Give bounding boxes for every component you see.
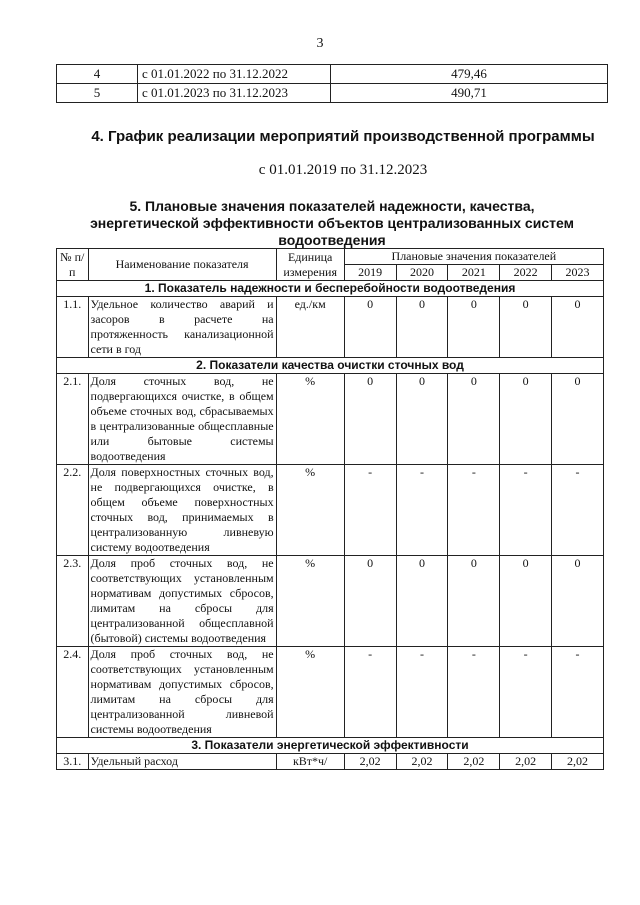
table-header-row xyxy=(57,249,604,265)
row-value: 0 xyxy=(396,556,448,647)
header-year: 2020 xyxy=(396,265,448,281)
row-value: 2,02 xyxy=(448,754,500,770)
tariff-value: 479,46 xyxy=(331,65,608,84)
tariff-period: с 01.01.2023 по 31.12.2023 xyxy=(138,84,331,103)
row-unit: % xyxy=(276,556,344,647)
row-value: 0 xyxy=(500,556,552,647)
indicators-table xyxy=(56,248,604,770)
row-value: 0 xyxy=(552,374,604,465)
tariff-period: с 01.01.2022 по 31.12.2022 xyxy=(138,65,331,84)
tariff-num: 5 xyxy=(57,84,138,103)
row-value: - xyxy=(448,465,500,556)
tariff-value: 490,71 xyxy=(331,84,608,103)
row-name: Удельный расход xyxy=(88,754,276,770)
row-unit: % xyxy=(276,647,344,738)
row-value: - xyxy=(344,647,396,738)
row-value: - xyxy=(500,647,552,738)
row-num: 3.1. xyxy=(57,754,89,770)
header-year: 2023 xyxy=(552,265,604,281)
header-year: 2022 xyxy=(500,265,552,281)
tariff-num: 4 xyxy=(57,65,138,84)
row-value: 2,02 xyxy=(552,754,604,770)
section5-title: 5. Плановые значения показателей надежности, качества, энергетической эффективности объектов централизованных систем водоотведения xyxy=(90,198,574,248)
header-plan: Плановые значения показателей xyxy=(344,249,603,265)
header-year: 2019 xyxy=(344,265,396,281)
row-value: 0 xyxy=(344,374,396,465)
header-num: № п/п xyxy=(57,249,89,281)
row-value: 0 xyxy=(448,556,500,647)
row-value: - xyxy=(552,465,604,556)
row-name: Доля проб сточных вод, не соответствующих установленным нормативам допустимых сбросов, лимитам на сбросы для централизованной общесплавной (бытовой) системы водоотведения xyxy=(88,556,276,647)
row-value: 0 xyxy=(552,556,604,647)
section-title: 2. Показатели качества очистки сточных вод xyxy=(57,358,604,374)
row-num: 2.4. xyxy=(57,647,89,738)
header-year: 2021 xyxy=(448,265,500,281)
table-row xyxy=(57,647,604,738)
row-value: - xyxy=(396,647,448,738)
row-name: Доля поверхностных сточных вод, не подвергающихся очистке, в общем объеме поверхностных сточных вод, принимаемых в централизованную ливневую систему водоотведения xyxy=(88,465,276,556)
row-value: 0 xyxy=(448,374,500,465)
row-value: 2,02 xyxy=(344,754,396,770)
section-row xyxy=(57,738,604,754)
row-value: 0 xyxy=(396,297,448,358)
row-value: - xyxy=(500,465,552,556)
row-name: Доля проб сточных вод, не соответствующих установленным нормативам допустимых сбросов, лимитам на сбросы для централизованной ливневой системы водоотведения xyxy=(88,647,276,738)
section-row xyxy=(57,358,604,374)
row-value: 0 xyxy=(344,556,396,647)
row-unit: % xyxy=(276,374,344,465)
row-num: 2.3. xyxy=(57,556,89,647)
section-title: 3. Показатели энергетической эффективности xyxy=(57,738,604,754)
table-row xyxy=(57,84,608,103)
section-title: 1. Показатель надежности и бесперебойности водоотведения xyxy=(57,281,604,297)
row-value: 0 xyxy=(344,297,396,358)
row-name: Удельное количество аварий и засоров в расчете на протяженность канализационной сети в год xyxy=(88,297,276,358)
tariff-table xyxy=(56,64,608,103)
row-unit: кВт*ч/ xyxy=(276,754,344,770)
table-row xyxy=(57,754,604,770)
row-value: - xyxy=(344,465,396,556)
table-row xyxy=(57,556,604,647)
row-num: 1.1. xyxy=(57,297,89,358)
row-value: - xyxy=(396,465,448,556)
row-num: 2.1. xyxy=(57,374,89,465)
section4-title: 4. График реализации мероприятий производственной программы xyxy=(91,128,595,145)
row-value: 0 xyxy=(500,297,552,358)
row-value: 2,02 xyxy=(396,754,448,770)
section4-period: с 01.01.2019 по 31.12.2023 xyxy=(258,162,428,178)
row-value: 0 xyxy=(500,374,552,465)
header-unit: Единица измерения xyxy=(276,249,344,281)
row-value: 0 xyxy=(448,297,500,358)
table-row xyxy=(57,297,604,358)
row-value: 2,02 xyxy=(500,754,552,770)
row-value: - xyxy=(448,647,500,738)
page-number: 3 xyxy=(316,36,324,51)
table-row xyxy=(57,465,604,556)
row-value: 0 xyxy=(396,374,448,465)
table-row xyxy=(57,374,604,465)
row-num: 2.2. xyxy=(57,465,89,556)
row-value: 0 xyxy=(552,297,604,358)
row-unit: % xyxy=(276,465,344,556)
table-row xyxy=(57,65,608,84)
row-unit: ед./км xyxy=(276,297,344,358)
header-name: Наименование показателя xyxy=(88,249,276,281)
row-value: - xyxy=(552,647,604,738)
section-row xyxy=(57,281,604,297)
row-name: Доля сточных вод, не подвергающихся очистке, в общем объеме сточных вод, сбрасываемых в централизованные общесплавные или бытовые системы водоотведения xyxy=(88,374,276,465)
